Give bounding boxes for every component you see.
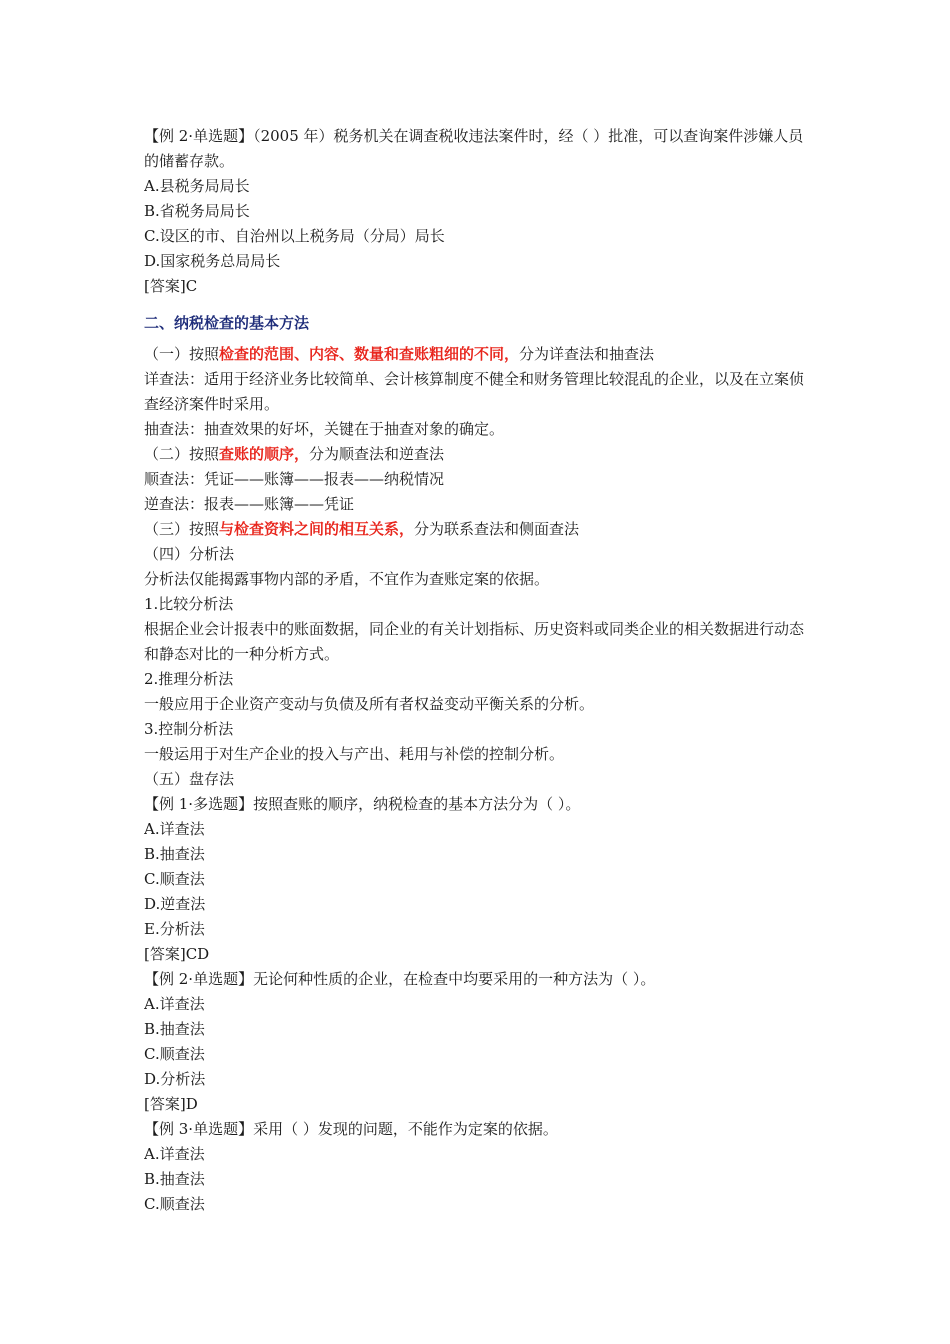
subsection-2-prefix: （二）按照	[144, 445, 220, 463]
analysis-note: 分析法仅能揭露事物内部的矛盾，不宜作为查账定案的依据。	[144, 570, 550, 588]
method-2-title: 2.推理分析法	[144, 670, 234, 688]
example-2-answer: [答案]D	[144, 1095, 198, 1113]
option-c: C.设区的市、自治州以上税务局（分局）局长	[144, 227, 445, 245]
example-3-option-c: C.顺查法	[144, 1195, 205, 1213]
subsection-1-suffix: 分为详查法和抽查法	[519, 345, 655, 363]
subsection-2-suffix: 分为顺查法和逆查法	[309, 445, 445, 463]
example-2-option-a: A.详查法	[144, 995, 205, 1013]
method-3-title: 3.控制分析法	[144, 720, 234, 738]
method-3-text: 一般运用于对生产企业的投入与产出、耗用与补偿的控制分析。	[144, 745, 565, 763]
example-2-option-d: D.分析法	[144, 1070, 206, 1088]
subsection-3	[144, 517, 808, 542]
option-b: B.省税务局局长	[144, 202, 250, 220]
example-1-option-b: B.抽查法	[144, 845, 205, 863]
method-1-text: 根据企业会计报表中的账面数据，同企业的有关计划指标、历史资料或同类企业的相关数据进行动态和静态对比的一种分析方式。	[144, 620, 805, 663]
subsection-3-highlight: 与检查资料之间的相互关系，	[219, 520, 415, 538]
example-2-option-c: C.顺查法	[144, 1045, 205, 1063]
example-3-option-a: A.详查法	[144, 1145, 205, 1163]
method-1-title: 1.比较分析法	[144, 595, 234, 613]
forward-method-text: 顺查法：凭证——账簿——报表——纳税情况	[144, 470, 445, 488]
answer: [答案]C	[144, 277, 198, 295]
example-2-option-b: B.抽查法	[144, 1020, 205, 1038]
section-heading: 二、纳税检查的基本方法	[144, 314, 310, 332]
option-a: A.县税务局局长	[144, 177, 250, 195]
example-3-question: 【例 3·单选题】采用（ ）发现的问题，不能作为定案的依据。	[144, 1120, 558, 1138]
example-1-option-e: E.分析法	[144, 920, 205, 938]
document-page	[144, 124, 808, 1217]
example-1-option-d: D.逆查法	[144, 895, 206, 913]
subsection-2-highlight: 查账的顺序，	[219, 445, 310, 463]
example-1-option-c: C.顺查法	[144, 870, 205, 888]
subsection-5: （五）盘存法	[144, 770, 235, 788]
subsection-1	[144, 342, 808, 367]
example-1-question: 【例 1·多选题】按照查账的顺序，纳税检查的基本方法分为（ ）。	[144, 795, 581, 813]
example-1-answer: [答案]CD	[144, 945, 210, 963]
example-3-option-b: B.抽查法	[144, 1170, 205, 1188]
example-1-option-a: A.详查法	[144, 820, 205, 838]
method-2-text: 一般应用于企业资产变动与负债及所有者权益变动平衡关系的分析。	[144, 695, 595, 713]
subsection-1-prefix: （一）按照	[144, 345, 220, 363]
reverse-method-text: 逆查法：报表——账簿——凭证	[144, 495, 355, 513]
subsection-3-suffix: 分为联系查法和侧面查法	[414, 520, 580, 538]
subsection-1-highlight: 检查的范围、内容、数量和查账粗细的不同，	[219, 345, 520, 363]
subsection-2	[144, 442, 808, 467]
option-d: D.国家税务总局局长	[144, 252, 281, 270]
sampling-method-text: 抽查法：抽查效果的好坏，关键在于抽查对象的确定。	[144, 420, 505, 438]
example-2-question: 【例 2·单选题】无论何种性质的企业，在检查中均要采用的一种方法为（ ）。	[144, 970, 656, 988]
subsection-4: （四）分析法	[144, 545, 235, 563]
detailed-method-text: 详查法：适用于经济业务比较简单、会计核算制度不健全和财务管理比较混乱的企业，以及在立案侦查经济案件时采用。	[144, 370, 805, 413]
subsection-3-prefix: （三）按照	[144, 520, 220, 538]
question-text: 【例 2·单选题】（2005 年）税务机关在调查税收违法案件时，经（ ）批准，可以查询案件涉嫌人员的储蓄存款。	[144, 127, 804, 170]
